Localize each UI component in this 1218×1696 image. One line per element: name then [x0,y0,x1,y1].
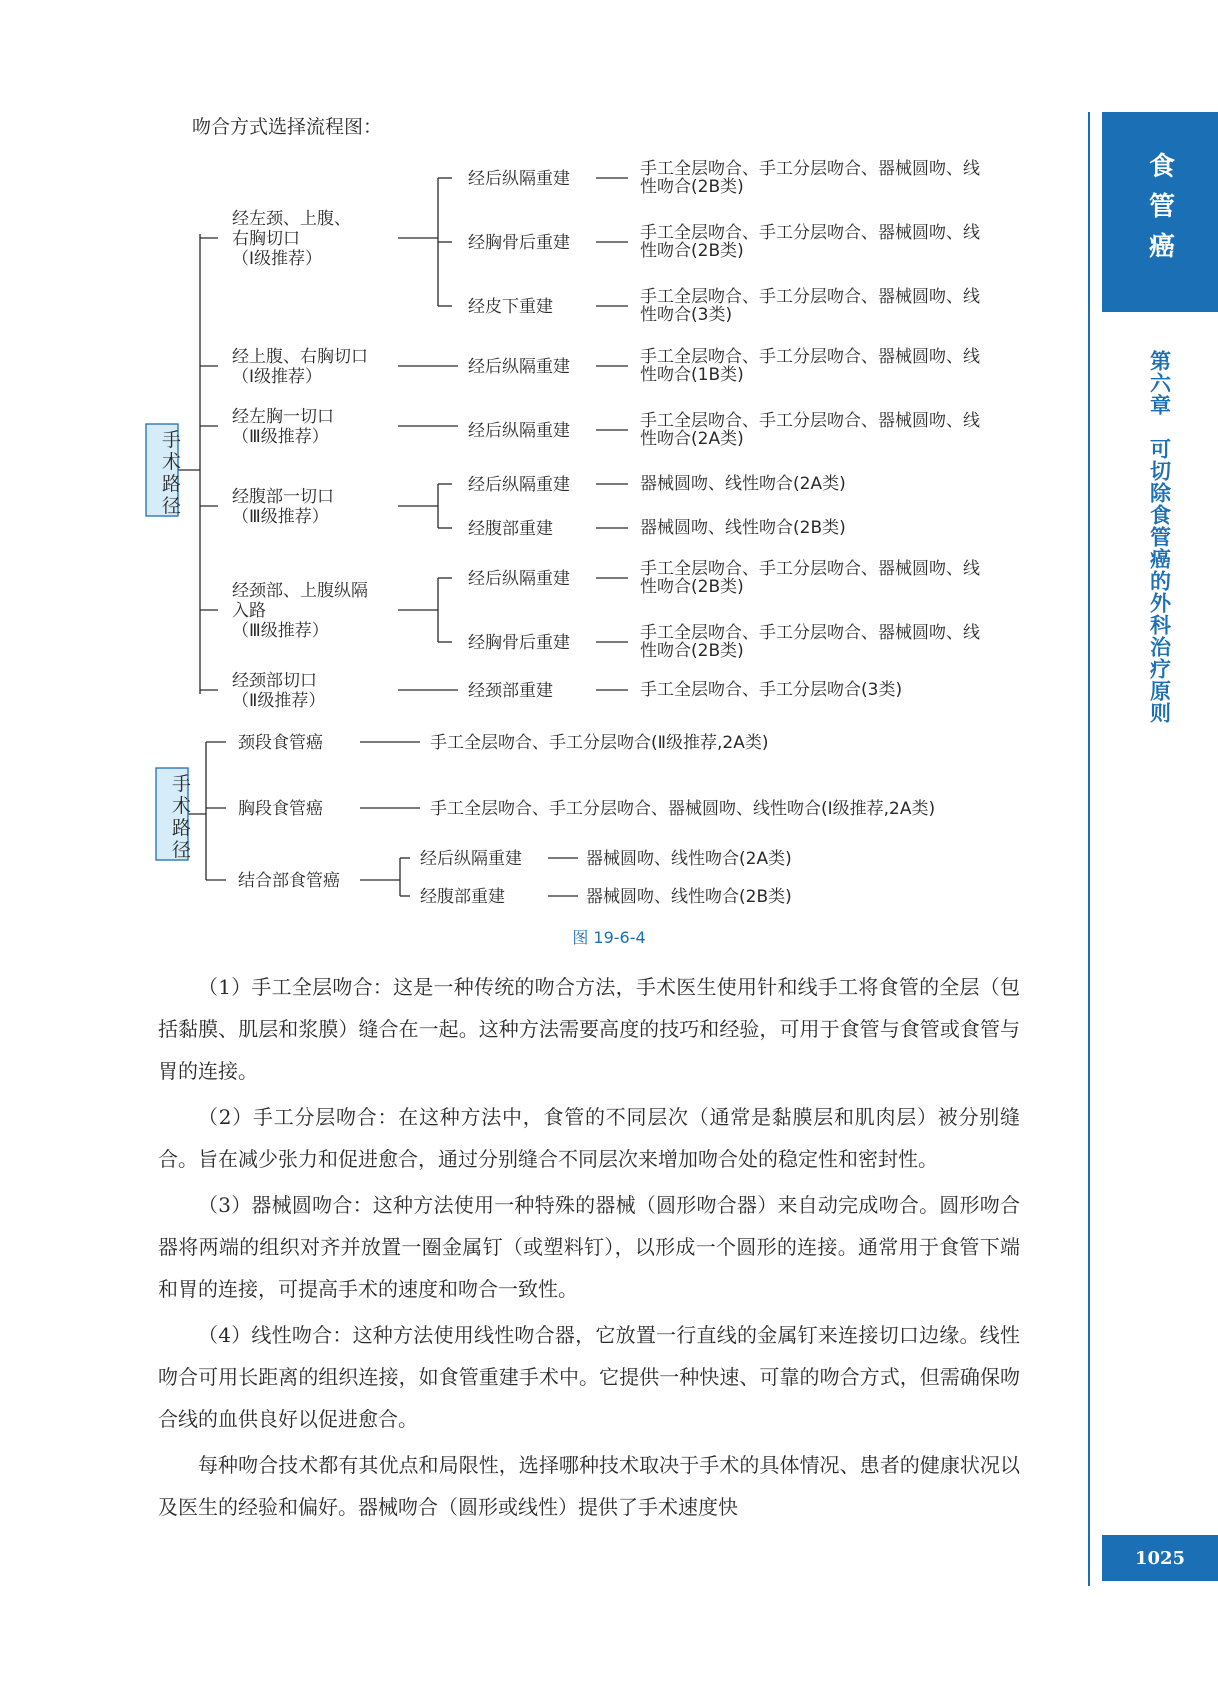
anastomosis-result: 性吻合(2A类) [640,429,744,449]
paragraph: 每种吻合技术都有其优点和局限性，选择哪种技术取决于手术的具体情况、患者的健康状况以及医生的经验和偏好。器械吻合（圆形或线性）提供了手术速度快 [158,1453,1020,1519]
tab-title: 食管癌 [1144,152,1175,272]
anastomosis-result: 器械圆吻、线性吻合(2A类) [640,474,846,494]
approach-label: （Ⅰ级推荐） [232,367,323,387]
approach-label: （Ⅱ级推荐） [232,691,326,711]
approach-label: 入路 [232,601,266,621]
chapter-tab [1102,112,1218,312]
reconstruction-label: 经后纵隔重建 [420,849,522,869]
anastomosis-result: 器械圆吻、线性吻合(2B类) [586,887,792,907]
root-box-label: 路 [172,817,192,839]
flowchart-title: 吻合方式选择流程图： [192,116,383,138]
anastomosis-result: 性吻合(2B类) [640,177,744,197]
anastomosis-result: 手工全层吻合、手工分层吻合、器械圆吻、线 [640,223,980,243]
chapter-title [1130,350,1190,750]
anastomosis-result: 器械圆吻、线性吻合(2A类) [586,849,792,869]
anastomosis-result: 手工全层吻合、手工分层吻合、器械圆吻、线 [640,411,980,431]
reconstruction-label: 经后纵隔重建 [468,169,570,189]
reconstruction-label: 经皮下重建 [468,297,553,317]
anastomosis-result: 性吻合(3类) [640,305,733,325]
root-box-label: 径 [172,839,192,861]
paragraph: （2）手工分层吻合：在这种方法中，食管的不同层次（通常是黏膜层和肌肉层）被分别缝合。旨在减少张力和促进愈合，通过分别缝合不同层次来增加吻合处的稳定性和密封性。 [158,1105,1020,1171]
reconstruction-label: 经腹部重建 [468,519,553,539]
root-box-label: 手 [162,429,182,451]
figure-caption: 图 19-6-4 [572,928,646,947]
anastomosis-result: 性吻合(2B类) [640,641,744,661]
anastomosis-result: 手工全层吻合、手工分层吻合、器械圆吻、线 [640,559,980,579]
reconstruction-label: 经胸骨后重建 [468,233,570,253]
root-box-label: 手 [172,773,192,795]
anastomosis-result: 手工全层吻合、手工分层吻合(3类) [640,680,903,700]
anastomosis-result: 手工全层吻合、手工分层吻合、器械圆吻、线 [640,623,980,643]
paragraph: （4）线性吻合：这种方法使用线性吻合器，它放置一行直线的金属钉来连接切口边缘。线性吻合可用长距离的组织连接，如食管重建手术中。它提供一种快速、可靠的吻合方式，但需确保吻合线的血供良好以促进愈合。 [158,1323,1020,1431]
flowchart [0,0,1040,920]
reconstruction-label: 经后纵隔重建 [468,357,570,377]
anastomosis-result: 手工全层吻合、手工分层吻合、器械圆吻、线 [640,347,980,367]
approach-label: 经上腹、右胸切口 [232,347,368,367]
approach-label: （Ⅲ级推荐） [232,507,329,527]
approach-label: 经颈部切口 [232,671,317,691]
anastomosis-result: 性吻合(1B类) [640,365,744,385]
root-box-label: 路 [162,473,182,495]
reconstruction-label: 经后纵隔重建 [468,475,570,495]
cancer-site-label: 胸段食管癌 [238,799,323,819]
page-number: 1025 [1102,1535,1218,1581]
anastomosis-result: 手工全层吻合、手工分层吻合、器械圆吻、线 [640,159,980,179]
reconstruction-label: 经腹部重建 [420,887,505,907]
approach-label: （Ⅰ级推荐） [232,249,323,269]
reconstruction-label: 经胸骨后重建 [468,633,570,653]
reconstruction-label: 经颈部重建 [468,681,553,701]
anastomosis-result: 手工全层吻合、手工分层吻合、器械圆吻、线 [640,287,980,307]
approach-label: 经颈部、上腹纵隔 [232,581,368,601]
root-box-label: 术 [172,795,192,817]
cancer-site-label: 颈段食管癌 [238,733,323,753]
body-text [158,966,1020,1532]
reconstruction-label: 经后纵隔重建 [468,569,570,589]
approach-label: （Ⅲ级推荐） [232,427,329,447]
chapter-title-text: 第六章 可切除食管癌的外科治疗原则 [1147,350,1173,724]
paragraph: （3）器械圆吻合：这种方法使用一种特殊的器械（圆形吻合器）来自动完成吻合。圆形吻合器将两端的组织对齐并放置一圈金属钉（或塑料钉），以形成一个圆形的连接。通常用于食管下端和胃的连接，可提高手术的速度和吻合一致性。 [158,1193,1020,1301]
side-rule [1088,112,1090,1586]
approach-label: 右胸切口 [232,229,300,249]
reconstruction-label: 经后纵隔重建 [468,421,570,441]
approach-label: 经左胸一切口 [232,407,334,427]
approach-label: 经腹部一切口 [232,487,334,507]
approach-label: （Ⅲ级推荐） [232,621,329,641]
root-box-label: 径 [162,495,182,517]
anastomosis-result: 手工全层吻合、手工分层吻合、器械圆吻、线性吻合(Ⅰ级推荐,2A类) [430,799,936,819]
anastomosis-result: 性吻合(2B类) [640,577,744,597]
anastomosis-result: 性吻合(2B类) [640,241,744,261]
cancer-site-label: 结合部食管癌 [238,871,340,891]
root-box-label: 术 [162,451,182,473]
approach-label: 经左颈、上腹、 [232,209,351,229]
anastomosis-result: 器械圆吻、线性吻合(2B类) [640,518,846,538]
paragraph: （1）手工全层吻合：这是一种传统的吻合方法，手术医生使用针和线手工将食管的全层（包括黏膜、肌层和浆膜）缝合在一起。这种方法需要高度的技巧和经验，可用于食管与食管或食管与胃的连接。 [158,975,1020,1083]
anastomosis-result: 手工全层吻合、手工分层吻合(Ⅱ级推荐,2A类) [430,733,769,753]
